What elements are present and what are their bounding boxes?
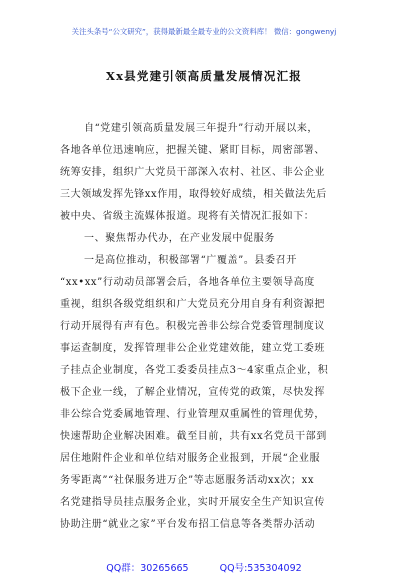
body-line-15: 快速帮助企业解决困难。截至目前，共有xx名党员干部到 <box>60 431 327 442</box>
body-line-12: 子挂点企业制度，各党工委委员挂点3～4家重点企业，积 <box>60 365 329 376</box>
body-line-7: 一是高位推动，积极部署“广覆盖”。县委召开 <box>84 255 297 266</box>
body-line-18: 名党建指导员挂点服务企业，实时开展安全生产知识宣传 <box>60 497 325 508</box>
body-line-10: 行动开展得有声有色。积极完善非公综合党委管理制度议 <box>60 321 325 332</box>
body-line-11: 事运查制度，发挥管理非公企业党建效能，建立党工委班 <box>60 343 325 354</box>
promo-banner: 关注头条号“公文研究”，获得最新最全最专业的公文资料库！ 微信：gongwenyj <box>71 27 337 36</box>
body-line-8: “xx•xx”行动动员部署会后，各地各单位主要领导高度 <box>60 277 315 288</box>
document-title: Xx县党建引领高质量发展情况汇报 <box>106 69 302 83</box>
body-line-1: 自“党建引领高质量发展三年提升”行动开展以来， <box>84 123 319 134</box>
body-line-13: 极下企业一线，了解企业情况，宣传党的政策，尽快发挥 <box>60 387 325 398</box>
body-line-19: 协助注册“就业之家”平台发布招工信息等各类帮办活动 <box>60 519 316 530</box>
body-line-5: 被中央、省级主流媒体报道。现将有关情况汇报如下： <box>60 211 315 222</box>
qq-number-text: QQ号:535304092 <box>219 563 302 574</box>
body-line-3: 统筹安排，组织广大党员干部深入农村、社区、非公企业 <box>60 167 325 178</box>
qq-group-text: QQ群：30265665 <box>106 563 189 574</box>
body-line-17: 务零距离”“社保服务进万企”等志愿服务活动xx次；xx <box>60 475 315 486</box>
section-heading-1: 一、聚焦帮办代办，在产业发展中促服务 <box>84 233 275 244</box>
body-line-2: 各地各单位迅速响应，把握关键、紧盯目标，周密部署、 <box>60 145 325 156</box>
contact-footer <box>0 560 408 574</box>
body-line-14: 非公综合党委属地管理、行业管理双重属性的管理优势， <box>60 409 325 420</box>
body-line-16: 居住地附件企业和单位结对服务企业报到，开展“企业服 <box>60 453 321 464</box>
body-line-4: 三大领域发挥先锋xx作用，取得较好成绩，相关做法先后 <box>60 189 327 200</box>
body-line-9: 重视，组织各级党组织和广大党员充分用自身有利资源把 <box>60 299 325 310</box>
